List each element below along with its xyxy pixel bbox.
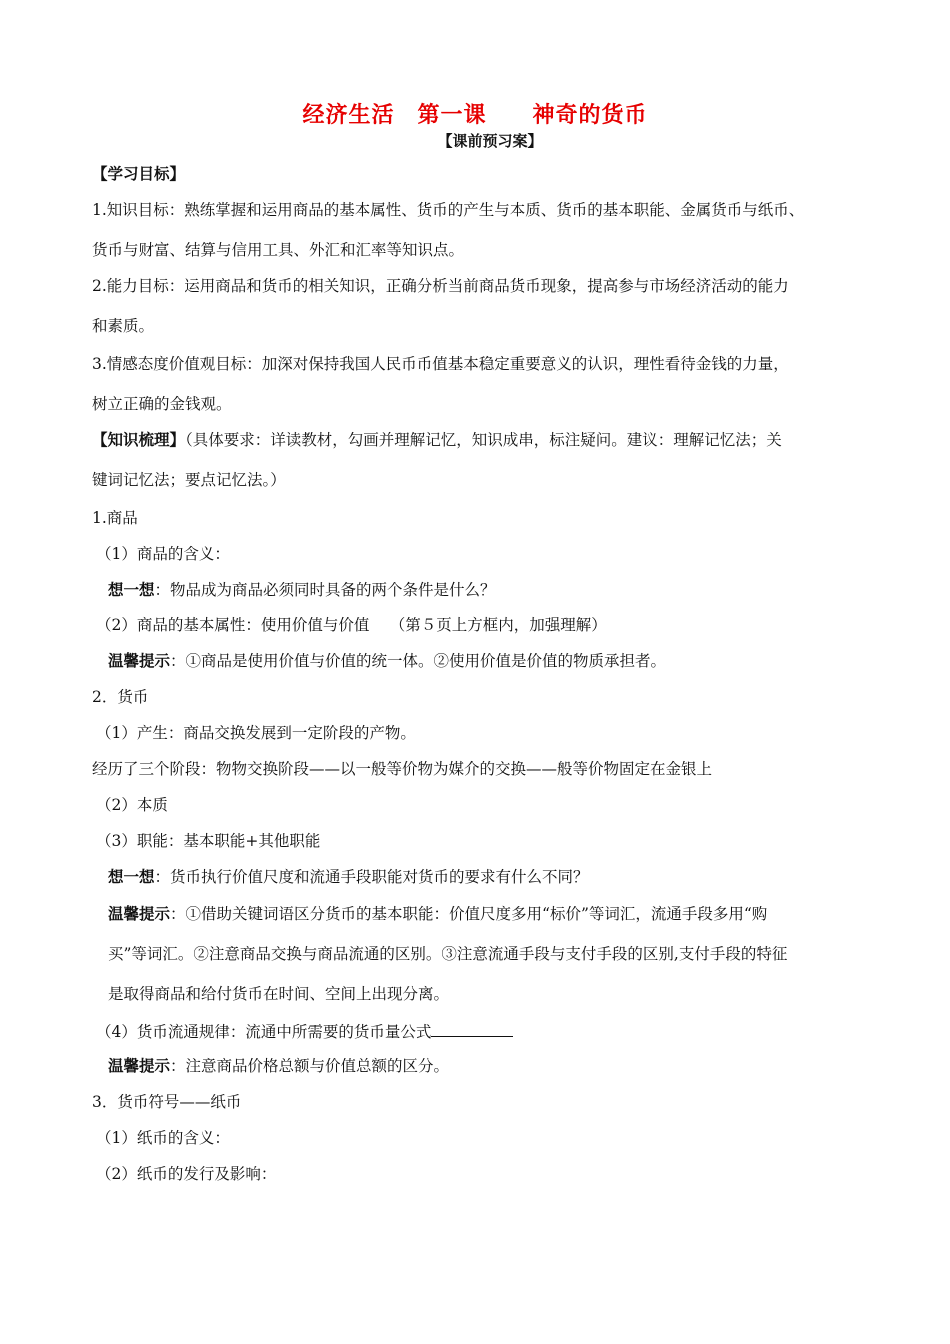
goal-1-line-1: 1.知识目标：熟练掌握和运用商品的基本属性、货币的产生与本质、货币的基本职能、金属货币与纸币、 [92, 201, 805, 219]
review-intro-text: （具体要求：详读教材，勾画并理解记忆，知识成串，标注疑问。建议：理解记忆法；关 [185, 431, 782, 449]
section-2-tip-text: ：①借助关键词语区分货币的基本职能：价值尺度多用“标价”等词汇，流通手段多用“购 [170, 905, 768, 923]
section-1-tip [108, 651, 666, 671]
section-2-think [108, 867, 589, 887]
review-intro [92, 430, 782, 450]
section-1-heading: 1.商品 [92, 509, 138, 527]
section-1-item-1: （1）商品的含义： [96, 545, 230, 563]
goal-2-line-2: 和素质。 [92, 317, 155, 335]
section-3-item-1: （1）纸币的含义： [96, 1129, 230, 1147]
section-3-item-2: （2）纸币的发行及影响： [96, 1165, 277, 1183]
section-1-item-2: （2）商品的基本属性：使用价值与价值 （第５页上方框内，加强理解） [96, 616, 607, 634]
section-2-item-4-tip-text: ：注意商品价格总额与价值总额的区分。 [170, 1057, 450, 1075]
section-2-heading: 2．货币 [92, 688, 149, 706]
section-2-stages: 经历了三个阶段：物物交换阶段——以一般等价物为媒介的交换——般等价物固定在金银上 [92, 760, 713, 778]
section-2-tip-line-3: 是取得商品和给付货币在时间、空间上出现分离。 [108, 985, 450, 1003]
section-2-item-2: （2）本质 [96, 796, 168, 814]
goal-3-line-1: 3.情感态度价值观目标：加深对保持我国人民币币值基本稳定重要意义的认识，理性看待金钱的力量， [92, 355, 789, 373]
section-1-tip-text: ：①商品是使用价值与价值的统一体。②使用价值是价值的物质承担者。 [170, 652, 667, 670]
section-2-tip-line-2: 买”等词汇。②注意商品交换与商品流通的区别。③注意流通手段与支付手段的区别,支付手段的特征 [108, 945, 788, 963]
page-title: 经济生活 第一课 神奇的货币 [302, 103, 648, 128]
review-heading: 【知识梳理】 [92, 431, 186, 449]
goal-3-line-2: 树立正确的金钱观。 [92, 395, 232, 413]
think-label: 想一想 [108, 581, 155, 599]
section-2-item-1: （1）产生：商品交换发展到一定阶段的产物。 [96, 724, 416, 742]
goal-1-line-2: 货币与财富、结算与信用工具、外汇和汇率等知识点。 [92, 241, 465, 259]
section-1-think [108, 580, 496, 600]
tip-label: 温馨提示 [108, 905, 171, 923]
section-2-item-3: （3）职能：基本职能+其他职能 [96, 832, 321, 850]
tip-label: 温馨提示 [108, 1057, 171, 1075]
formula-blank[interactable] [431, 1020, 513, 1037]
goals-heading: 【学习目标】 [92, 165, 186, 183]
section-1-think-text: ：物品成为商品必须同时具备的两个条件是什么？ [154, 581, 496, 599]
goal-2-line-1: 2.能力目标：运用商品和货币的相关知识，正确分析当前商品货币现象，提高参与市场经济活动的能力 [92, 277, 789, 295]
tip-label: 温馨提示 [108, 652, 171, 670]
review-intro-line-2: 键词记忆法；要点记忆法。） [92, 471, 286, 489]
section-3-heading: 3．货币符号——纸币 [92, 1093, 242, 1111]
section-2-item-4-tip [108, 1056, 449, 1076]
section-2-item-4 [96, 1020, 513, 1042]
section-2-item-4-text: （4）货币流通规律：流通中所需要的货币量公式 [96, 1023, 432, 1041]
page-subtitle: 【课前预习案】 [437, 132, 543, 150]
think-label: 想一想 [108, 868, 155, 886]
section-2-tip [108, 904, 767, 924]
section-2-think-text: ：货币执行价值尺度和流通手段职能对货币的要求有什么不同？ [154, 868, 589, 886]
